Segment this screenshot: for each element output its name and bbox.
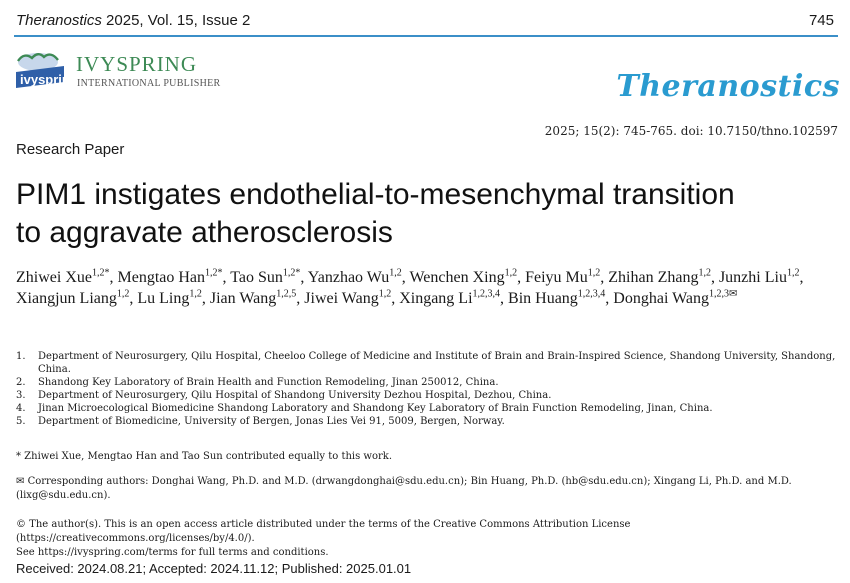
author-separator: , xyxy=(391,289,400,307)
correspondence-note xyxy=(16,475,834,503)
author-name: Zhihan Zhang xyxy=(608,269,699,286)
affiliation-item xyxy=(16,376,836,389)
affiliation-text: Shandong Key Laboratory of Brain Health and Function Remodeling, Jinan 250012, China. xyxy=(38,377,499,388)
article-title xyxy=(16,176,836,252)
author-separator: , xyxy=(799,269,804,286)
article-title-line-1: PIM1 instigates endothelial-to-mesenchymal transition xyxy=(16,178,735,211)
affiliation-list xyxy=(16,350,836,428)
author-affiliation-marker: 1,2,3,4 xyxy=(577,288,606,300)
author-affiliation-marker: 1,2 xyxy=(786,267,800,279)
author-separator: , xyxy=(401,269,410,286)
author-separator: , xyxy=(605,289,614,307)
publication-dates: Received: 2024.08.21; Accepted: 2024.11.12; Published: 2025.01.01 xyxy=(16,561,412,576)
author-name: Yanzhao Wu xyxy=(307,269,390,286)
publisher-logo xyxy=(10,46,230,96)
author-name: Xingang Li xyxy=(399,289,473,307)
author-list xyxy=(16,268,836,309)
author-name: Zhiwei Xue xyxy=(16,269,92,286)
affiliation-item xyxy=(16,350,836,376)
author-name: Xiangjun Liang xyxy=(16,289,117,307)
affiliation-item xyxy=(16,402,836,415)
emblem-text: ivyspring xyxy=(20,72,78,87)
affiliation-item xyxy=(16,389,836,402)
affiliation-text: Department of Biomedicine, University of Bergen, Jonas Lies Vei 91, 5009, Bergen, Norway. xyxy=(38,416,505,427)
page-number: 745 xyxy=(808,12,834,29)
author-separator: , xyxy=(500,289,509,307)
affiliation-text: Department of Neurosurgery, Qilu Hospital, Cheeloo College of Medicine and Institute of Brain and Brain-Inspired Science, Shandong University, Shandong, China. xyxy=(38,351,836,375)
envelope-icon: ✉ xyxy=(16,476,25,487)
affiliation-number: 1. xyxy=(16,351,26,362)
correspondence-text: Corresponding authors: Donghai Wang, Ph.D. and M.D. (drwangdonghai@sdu.edu.cn); Bin Huang, Ph.D. (hb@sdu.edu.cn); Xingang Li, Ph.D. and M.D. (lixg@sdu.edu.cn). xyxy=(16,476,792,501)
publisher-name: IVYSPRING xyxy=(76,52,198,76)
author-separator: , xyxy=(600,269,609,286)
author-name: Jian Wang xyxy=(209,289,277,307)
author-name: Bin Huang xyxy=(508,289,578,307)
author-affiliation-marker: 1,2* xyxy=(205,267,223,279)
author-separator: , xyxy=(222,269,231,286)
author-name: Feiyu Mu xyxy=(525,269,588,286)
author-affiliation-marker: 1,2,3 xyxy=(709,288,730,300)
author-name: Junzhi Liu xyxy=(718,269,787,286)
affiliation-number: 4. xyxy=(16,403,26,414)
equal-contribution-note: * Zhiwei Xue, Mengtao Han and Tao Sun contributed equally to this work. xyxy=(16,451,393,462)
author-affiliation-marker: 1,2* xyxy=(91,267,110,279)
article-title-line-2: to aggravate atherosclerosis xyxy=(16,216,393,249)
author-affiliation-marker: 1,2 xyxy=(389,267,402,279)
author-name: Mengtao Han xyxy=(117,269,206,286)
affiliation-number: 2. xyxy=(16,377,26,388)
author-separator: , xyxy=(710,269,719,286)
author-affiliation-marker: 1,2* xyxy=(282,267,301,279)
author-name: Donghai Wang xyxy=(613,289,710,307)
author-separator: , xyxy=(109,269,118,286)
author-separator: , xyxy=(300,269,308,286)
author-affiliation-marker: 1,2 xyxy=(189,288,202,300)
license-note xyxy=(16,518,834,560)
affiliation-item xyxy=(16,415,836,428)
affiliation-text: Jinan Microecological Biomedicine Shandong Laboratory and Shandong Key Laboratory of Brain Function Remodeling, Jinan, China. xyxy=(38,403,713,414)
affiliation-number: 3. xyxy=(16,390,26,401)
author-affiliation-marker: 1,2 xyxy=(504,267,518,279)
ivyspring-emblem-icon xyxy=(10,48,78,94)
affiliation-text: Department of Neurosurgery, Qilu Hospital of Shandong University Dezhou Hospital, Dezhou, China. xyxy=(38,390,552,401)
affiliation-number: 5. xyxy=(16,416,26,427)
header-rule xyxy=(14,35,838,37)
running-header xyxy=(16,8,834,30)
journal-name: Theranostics xyxy=(16,12,102,29)
author-name: Wenchen Xing xyxy=(409,269,505,286)
volume-issue: 2025, Vol. 15, Issue 2 xyxy=(101,12,251,29)
author-separator: , xyxy=(296,289,305,307)
author-separator: , xyxy=(129,289,138,307)
author-affiliation-marker: 1,2,5 xyxy=(276,288,297,300)
author-affiliation-marker: 1,2 xyxy=(587,267,601,279)
publisher-subtitle: INTERNATIONAL PUBLISHER xyxy=(77,78,221,89)
author-affiliation-marker: 1,2,3,4 xyxy=(472,288,501,300)
author-name: Lu Ling xyxy=(137,289,190,307)
author-name: Tao Sun xyxy=(230,269,283,286)
author-name: Jiwei Wang xyxy=(304,289,379,307)
license-line-2: See https://ivyspring.com/terms for full terms and conditions. xyxy=(16,547,329,558)
author-affiliation-marker: 1,2 xyxy=(116,288,130,300)
citation: 2025; 15(2): 745-765. doi: 10.7150/thno.102597 xyxy=(544,124,838,138)
author-separator: , xyxy=(517,269,526,286)
article-type: Research Paper xyxy=(16,141,125,158)
corresponding-author-icon: ✉ xyxy=(729,288,738,300)
author-affiliation-marker: 1,2 xyxy=(698,267,711,279)
running-header-journal xyxy=(16,12,250,29)
journal-logo: Theranostics xyxy=(616,69,840,104)
author-separator: , xyxy=(201,289,210,307)
license-line-1: © The author(s). This is an open access article distributed under the terms of the Creative Commons Attribution License (https://creativecommons.org/licenses/by/4.0/). xyxy=(16,519,631,544)
author-affiliation-marker: 1,2 xyxy=(378,288,392,300)
